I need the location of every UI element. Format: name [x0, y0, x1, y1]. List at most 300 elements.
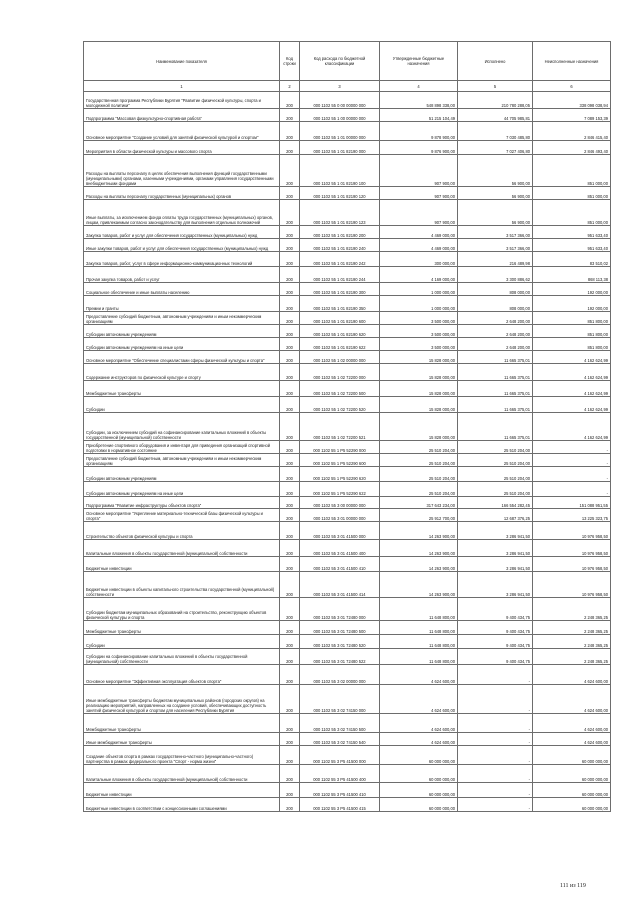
- cell-approved: 4 469 000,00: [380, 239, 458, 252]
- cell-unexecuted: -: [533, 467, 611, 482]
- table-row: [84, 364, 611, 381]
- table-row: [84, 467, 611, 482]
- table-row: [84, 155, 611, 187]
- cell-unexecuted: 2 248 365,25: [533, 621, 611, 635]
- table-row: [84, 746, 611, 765]
- cell-name: Приобретение спортивного оборудования и инвентаря для приведения организаций спортивной подготовки в нормативное состояние: [84, 441, 280, 454]
- table-row: [84, 397, 611, 413]
- cell-kbk: 000 1102 55 1 01 82190 100: [300, 155, 380, 187]
- cell-approved: 60 000 000,00: [380, 765, 458, 783]
- cell-approved: 3 500 000,00: [380, 338, 458, 351]
- table-row: [84, 649, 611, 665]
- cell-kbk: 000 1102 55 3 01 72480 000: [300, 598, 380, 621]
- cell-approved: 317 643 234,00: [380, 497, 458, 509]
- cell-kbk: 000 1102 55 1 01 82190 622: [300, 338, 380, 351]
- cell-kbk: 000 1102 55 1 01 00000 000: [300, 122, 380, 141]
- cell-unexecuted: 83 510,02: [533, 252, 611, 267]
- table-row: [84, 312, 611, 325]
- cell-approved: 4 469 000,00: [380, 226, 458, 239]
- cell-kbk: 000 1102 55 1 01 82190 300: [300, 283, 380, 296]
- cell-unexecuted: 2 846 493,40: [533, 141, 611, 155]
- cell-approved: 15 828 000,00: [380, 397, 458, 413]
- column-number-row: [84, 81, 611, 92]
- cell-unexecuted: 60 000 000,00: [533, 765, 611, 783]
- table-row: [84, 509, 611, 522]
- table-header-row: [84, 42, 611, 81]
- cell-name: Межбюджетные трансферты: [84, 381, 280, 397]
- header-indicator-name: Наименование показателя: [84, 42, 280, 81]
- cell-executed: 3 300 886,62: [458, 267, 533, 283]
- cell-unexecuted: 868 113,38: [533, 267, 611, 283]
- cell-code: 200: [280, 239, 300, 252]
- table-row: [84, 497, 611, 509]
- cell-approved: 15 828 000,00: [380, 364, 458, 381]
- cell-name: Предоставление субсидий бюджетным, автономным учреждениям и иным некоммерческим организациям: [84, 312, 280, 325]
- table-row: [84, 665, 611, 685]
- cell-kbk: 000 1102 55 1 02 00000 000: [300, 351, 380, 364]
- cell-name: Субсидии: [84, 397, 280, 413]
- cell-executed: 25 510 204,00: [458, 467, 533, 482]
- cell-name: Основное мероприятие "Создание условий для занятий физической культурой и спортом": [84, 122, 280, 141]
- cell-name: Прочая закупка товаров, работ и услуг: [84, 267, 280, 283]
- cell-code: 200: [280, 200, 300, 226]
- cell-approved: 25 510 204,00: [380, 441, 458, 454]
- cell-name: Содержание инструкторов по физической культуре и спорту: [84, 364, 280, 381]
- cell-executed: 25 510 204,00: [458, 482, 533, 497]
- cell-executed: -: [458, 783, 533, 798]
- cell-kbk: 000 1102 55 3 02 74150 000: [300, 685, 380, 714]
- cell-unexecuted: 60 000 000,00: [533, 783, 611, 798]
- cell-code: 200: [280, 733, 300, 746]
- cell-unexecuted: -: [533, 454, 611, 467]
- cell-executed: -: [458, 765, 533, 783]
- cell-kbk: 000 1102 55 3 01 41500 000: [300, 522, 380, 540]
- cell-name: Бюджетные инвестиции: [84, 783, 280, 798]
- cell-name: Субсидии бюджетам муниципальных образований на строительство, реконструкцию объектов физической культуры и спорта: [84, 598, 280, 621]
- cell-code: 200: [280, 746, 300, 765]
- cell-unexecuted: 10 976 958,50: [533, 572, 611, 598]
- cell-name: Субсидии автономным учреждениям на иные цели: [84, 482, 280, 497]
- cell-approved: 3 500 000,00: [380, 312, 458, 325]
- cell-approved: 907 900,00: [380, 200, 458, 226]
- cell-approved: 4 624 600,00: [380, 665, 458, 685]
- cell-executed: 56 900,00: [458, 187, 533, 200]
- table-row: [84, 540, 611, 557]
- cell-unexecuted: 4 162 624,99: [533, 397, 611, 413]
- cell-name: Бюджетные инвестиции в объекты капитального строительства государственной (муниципальной) собственности: [84, 572, 280, 598]
- cell-executed: -: [458, 798, 533, 812]
- cell-code: 200: [280, 397, 300, 413]
- column-number: 6: [533, 81, 611, 92]
- cell-code: 200: [280, 467, 300, 482]
- cell-name: Иные межбюджетные трансферты: [84, 733, 280, 746]
- table-row: [84, 239, 611, 252]
- cell-code: 200: [280, 381, 300, 397]
- cell-executed: 2 648 200,00: [458, 325, 533, 338]
- cell-approved: 15 828 000,00: [380, 413, 458, 441]
- table-row: [84, 798, 611, 812]
- cell-name: Подпрограмма "Развитие инфраструктуры объектов спорта": [84, 497, 280, 509]
- cell-name: Строительство объектов физической культуры и спорта: [84, 522, 280, 540]
- table-row: [84, 92, 611, 109]
- cell-name: Основное мероприятие "Эффективная эксплуатация объектов спорта": [84, 665, 280, 685]
- cell-unexecuted: 4 162 624,99: [533, 413, 611, 441]
- cell-approved: 25 510 204,00: [380, 454, 458, 467]
- cell-code: 200: [280, 109, 300, 122]
- cell-approved: 907 900,00: [380, 155, 458, 187]
- cell-kbk: 000 1102 55 1 P5 52290 000: [300, 441, 380, 454]
- cell-approved: 14 263 900,00: [380, 572, 458, 598]
- page-number: 111 из 119: [560, 883, 586, 889]
- header-line-code: Код строки: [280, 42, 300, 81]
- cell-code: 200: [280, 572, 300, 598]
- cell-name: Бюджетные инвестиции в соответствии с концессионными соглашениями: [84, 798, 280, 812]
- cell-kbk: 000 1102 55 1 01 82190 242: [300, 252, 380, 267]
- cell-name: Бюджетные инвестиции: [84, 557, 280, 572]
- cell-approved: 4 624 600,00: [380, 685, 458, 714]
- budget-execution-table: [83, 41, 611, 812]
- cell-kbk: 000 1102 55 1 01 82190 600: [300, 312, 380, 325]
- cell-name: Основное мероприятие "Укрепление материально-технической базы физической культуры и спорта": [84, 509, 280, 522]
- cell-code: 200: [280, 155, 300, 187]
- cell-name: Субсидии автономным учреждениям на иные цели: [84, 338, 280, 351]
- cell-unexecuted: 851 000,00: [533, 187, 611, 200]
- cell-code: 200: [280, 482, 300, 497]
- cell-name: Закупка товаров, работ и услуг для обеспечения государственных (муниципальных) нужд: [84, 226, 280, 239]
- cell-code: 200: [280, 598, 300, 621]
- table-row: [84, 187, 611, 200]
- cell-kbk: 000 1102 55 1 01 82190 200: [300, 226, 380, 239]
- cell-kbk: 000 1102 55 3 P5 41500 400: [300, 765, 380, 783]
- table-row: [84, 765, 611, 783]
- table-row: [84, 283, 611, 296]
- cell-code: 200: [280, 226, 300, 239]
- cell-executed: 11 665 375,01: [458, 381, 533, 397]
- table-row: [84, 325, 611, 338]
- cell-executed: 210 780 288,05: [458, 92, 533, 109]
- cell-executed: 25 510 204,00: [458, 441, 533, 454]
- cell-name: Межбюджетные трансферты: [84, 714, 280, 733]
- cell-name: Субсидии на софинансирование капитальных вложений в объекты государственной (муниципальной) собственности: [84, 649, 280, 665]
- cell-approved: 25 510 204,00: [380, 482, 458, 497]
- cell-unexecuted: 851 800,00: [533, 325, 611, 338]
- cell-executed: 44 705 985,81: [458, 109, 533, 122]
- cell-approved: 11 648 800,00: [380, 649, 458, 665]
- cell-executed: 9 400 434,75: [458, 598, 533, 621]
- cell-executed: 2 648 200,00: [458, 312, 533, 325]
- cell-approved: 548 898 338,00: [380, 92, 458, 109]
- cell-approved: 11 648 800,00: [380, 621, 458, 635]
- cell-unexecuted: 2 248 365,25: [533, 598, 611, 621]
- cell-approved: 11 648 800,00: [380, 598, 458, 621]
- cell-approved: 60 000 000,00: [380, 798, 458, 812]
- cell-kbk: 000 1102 55 3 01 41500 414: [300, 572, 380, 598]
- cell-executed: 12 687 376,25: [458, 509, 533, 522]
- cell-approved: 1 000 000,00: [380, 296, 458, 312]
- cell-unexecuted: 192 000,00: [533, 283, 611, 296]
- cell-approved: 4 624 600,00: [380, 714, 458, 733]
- cell-unexecuted: 2 248 365,25: [533, 635, 611, 649]
- cell-name: Межбюджетные трансферты: [84, 621, 280, 635]
- cell-executed: 56 900,00: [458, 155, 533, 187]
- cell-code: 200: [280, 783, 300, 798]
- cell-approved: 14 263 900,00: [380, 540, 458, 557]
- cell-kbk: 000 1102 55 3 02 74150 540: [300, 733, 380, 746]
- cell-executed: -: [458, 746, 533, 765]
- cell-code: 200: [280, 351, 300, 364]
- cell-kbk: 000 1102 55 1 00 00000 000: [300, 109, 380, 122]
- cell-kbk: 000 1102 55 1 01 82190 123: [300, 200, 380, 226]
- cell-unexecuted: -: [533, 441, 611, 454]
- cell-executed: 3 286 941,50: [458, 572, 533, 598]
- cell-executed: 11 665 375,01: [458, 397, 533, 413]
- cell-approved: 14 263 900,00: [380, 557, 458, 572]
- cell-unexecuted: 2 846 415,40: [533, 122, 611, 141]
- cell-executed: -: [458, 665, 533, 685]
- cell-kbk: 000 1102 55 3 01 72480 522: [300, 649, 380, 665]
- cell-kbk: 000 1102 55 1 01 82190 620: [300, 325, 380, 338]
- cell-code: 200: [280, 187, 300, 200]
- cell-unexecuted: 338 098 038,94: [533, 92, 611, 109]
- table-row: [84, 685, 611, 714]
- cell-code: 200: [280, 413, 300, 441]
- cell-code: 200: [280, 522, 300, 540]
- cell-name: Иные межбюджетные трансферты бюджетам муниципальных районов (городских округов) на реализацию мероприятий, направленных на создание условий, обеспечивающих доступность занятий физической культурой и спортом для населения Республики Бурятия: [84, 685, 280, 714]
- cell-name: Субсидии автономным учреждениям: [84, 467, 280, 482]
- cell-kbk: 000 1102 55 3 P5 41500 410: [300, 783, 380, 798]
- cell-executed: 25 510 204,00: [458, 454, 533, 467]
- cell-kbk: 000 1102 55 1 02 72200 520: [300, 397, 380, 413]
- cell-approved: 60 000 000,00: [380, 746, 458, 765]
- column-number: 2: [280, 81, 300, 92]
- cell-unexecuted: 151 088 951,55: [533, 497, 611, 509]
- column-number: 4: [380, 81, 458, 92]
- table-row: [84, 621, 611, 635]
- cell-unexecuted: 4 624 600,00: [533, 685, 611, 714]
- cell-executed: 166 554 282,45: [458, 497, 533, 509]
- cell-executed: 11 665 375,01: [458, 351, 533, 364]
- cell-code: 200: [280, 267, 300, 283]
- cell-kbk: 000 1102 55 1 P5 52290 620: [300, 467, 380, 482]
- cell-kbk: 000 1102 55 1 01 82190 000: [300, 141, 380, 155]
- cell-name: Субсидии, за исключением субсидий на софинансирование капитальных вложений в объекты государственной (муниципальной) собственности: [84, 413, 280, 441]
- cell-approved: 60 000 000,00: [380, 783, 458, 798]
- cell-kbk: 000 1102 55 1 02 72200 000: [300, 364, 380, 381]
- cell-executed: 7 030 485,80: [458, 122, 533, 141]
- header-unexecuted-appropriations: Неисполненные назначения: [533, 42, 611, 81]
- cell-kbk: 000 1102 55 1 P5 52290 622: [300, 482, 380, 497]
- cell-approved: 907 900,00: [380, 187, 458, 200]
- cell-approved: 15 828 000,00: [380, 381, 458, 397]
- table-row: [84, 296, 611, 312]
- cell-name: Социальное обеспечение и иные выплаты населению: [84, 283, 280, 296]
- cell-executed: 3 517 366,00: [458, 239, 533, 252]
- cell-approved: 25 912 700,00: [380, 509, 458, 522]
- table-row: [84, 413, 611, 441]
- table-row: [84, 441, 611, 454]
- cell-unexecuted: 10 976 958,50: [533, 557, 611, 572]
- cell-kbk: 000 1102 55 3 P5 41500 415: [300, 798, 380, 812]
- cell-unexecuted: 7 089 153,39: [533, 109, 611, 122]
- cell-code: 200: [280, 621, 300, 635]
- cell-name: Премии и гранты: [84, 296, 280, 312]
- cell-approved: 3 500 000,00: [380, 325, 458, 338]
- table-row: [84, 714, 611, 733]
- cell-name: Государственная программа Республики Бурятия "Развитие физической культуры, спорта и молодежной политики": [84, 92, 280, 109]
- table-row: [84, 454, 611, 467]
- cell-code: 200: [280, 765, 300, 783]
- cell-unexecuted: 951 633,40: [533, 239, 611, 252]
- cell-code: 200: [280, 141, 300, 155]
- cell-approved: 9 876 900,00: [380, 141, 458, 155]
- cell-kbk: 000 1102 55 3 02 74150 500: [300, 714, 380, 733]
- cell-kbk: 000 1102 55 3 01 41500 400: [300, 540, 380, 557]
- cell-unexecuted: 10 976 958,50: [533, 522, 611, 540]
- cell-name: Иные закупки товаров, работ и услуг для обеспечения государственных (муниципальных) нужд: [84, 239, 280, 252]
- cell-code: 200: [280, 635, 300, 649]
- cell-unexecuted: 4 162 624,99: [533, 351, 611, 364]
- cell-approved: 15 828 000,00: [380, 351, 458, 364]
- cell-approved: 9 878 900,00: [380, 122, 458, 141]
- table-row: [84, 733, 611, 746]
- column-number: 1: [84, 81, 280, 92]
- cell-code: 200: [280, 714, 300, 733]
- cell-name: Капитальные вложения в объекты государственной (муниципальной) собственности: [84, 765, 280, 783]
- cell-approved: 4 169 000,00: [380, 267, 458, 283]
- cell-code: 200: [280, 685, 300, 714]
- cell-executed: 3 286 941,50: [458, 557, 533, 572]
- cell-code: 200: [280, 798, 300, 812]
- cell-executed: -: [458, 685, 533, 714]
- cell-code: 200: [280, 325, 300, 338]
- cell-executed: 216 489,98: [458, 252, 533, 267]
- column-number: 3: [300, 81, 380, 92]
- cell-executed: 9 400 434,75: [458, 621, 533, 635]
- cell-kbk: 000 1102 55 3 01 00000 000: [300, 509, 380, 522]
- cell-approved: 25 510 204,00: [380, 467, 458, 482]
- cell-unexecuted: 60 000 000,00: [533, 798, 611, 812]
- cell-code: 200: [280, 364, 300, 381]
- cell-approved: 300 000,00: [380, 252, 458, 267]
- cell-unexecuted: 4 162 624,99: [533, 381, 611, 397]
- cell-executed: 11 665 375,01: [458, 364, 533, 381]
- cell-approved: 1 000 000,00: [380, 283, 458, 296]
- table-row: [84, 226, 611, 239]
- cell-name: Иные выплаты, за исключением фонда оплаты труда государственных (муниципальных) органов, лицам, привлекаемым согласно законодательству для выполнения отдельных полномочий: [84, 200, 280, 226]
- cell-code: 200: [280, 649, 300, 665]
- cell-code: 200: [280, 338, 300, 351]
- cell-kbk: 000 1102 55 0 00 00000 000: [300, 92, 380, 109]
- cell-kbk: 000 1102 55 3 01 72480 520: [300, 635, 380, 649]
- table-row: [84, 572, 611, 598]
- cell-executed: 56 900,00: [458, 200, 533, 226]
- cell-executed: 2 648 200,00: [458, 338, 533, 351]
- table-row: [84, 338, 611, 351]
- table-row: [84, 252, 611, 267]
- cell-code: 200: [280, 665, 300, 685]
- cell-unexecuted: 851 800,00: [533, 312, 611, 325]
- table-row: [84, 200, 611, 226]
- cell-kbk: 000 1102 55 1 01 82190 244: [300, 267, 380, 283]
- cell-kbk: 000 1102 55 3 01 41500 410: [300, 557, 380, 572]
- cell-approved: 11 648 800,00: [380, 635, 458, 649]
- cell-executed: 3 286 941,50: [458, 522, 533, 540]
- cell-code: 200: [280, 312, 300, 325]
- header-executed: Исполнено: [458, 42, 533, 81]
- cell-kbk: 000 1102 55 1 01 82190 350: [300, 296, 380, 312]
- header-approved-appropriations: Утвержденные бюджетные назначения: [380, 42, 458, 81]
- cell-executed: 9 400 434,75: [458, 635, 533, 649]
- cell-executed: 7 027 406,80: [458, 141, 533, 155]
- cell-executed: 808 000,00: [458, 283, 533, 296]
- cell-code: 200: [280, 252, 300, 267]
- cell-kbk: 000 1102 55 3 01 72480 500: [300, 621, 380, 635]
- cell-kbk: 000 1102 55 1 P5 52290 600: [300, 454, 380, 467]
- cell-name: Мероприятия в области физической культуры и массового спорта: [84, 141, 280, 155]
- cell-name: Подпрограмма "Массовая физкультурно-спортивная работа": [84, 109, 280, 122]
- cell-kbk: 000 1102 55 3 00 00000 000: [300, 497, 380, 509]
- cell-unexecuted: 10 976 958,50: [533, 540, 611, 557]
- cell-unexecuted: 851 800,00: [533, 338, 611, 351]
- cell-code: 200: [280, 283, 300, 296]
- cell-unexecuted: 4 162 624,99: [533, 364, 611, 381]
- cell-name: Расходы на выплаты персоналу государственных (муниципальных) органов: [84, 187, 280, 200]
- cell-kbk: 000 1102 55 1 02 72200 521: [300, 413, 380, 441]
- cell-code: 200: [280, 122, 300, 141]
- table-row: [84, 267, 611, 283]
- cell-code: 200: [280, 92, 300, 109]
- table-body: [84, 92, 611, 812]
- table-row: [84, 522, 611, 540]
- table-row: [84, 141, 611, 155]
- cell-unexecuted: 4 624 600,00: [533, 665, 611, 685]
- table-row: [84, 783, 611, 798]
- cell-unexecuted: -: [533, 482, 611, 497]
- cell-name: Субсидии: [84, 635, 280, 649]
- cell-name: Создание объектов спорта в рамках государственно-частного (муниципально-частного) партнерства в рамках федерального проекта "Спорт - норма жизни": [84, 746, 280, 765]
- table-row: [84, 381, 611, 397]
- cell-name: Основное мероприятие "Обеспечение специалистами сферы физической культуры и спорта": [84, 351, 280, 364]
- cell-unexecuted: 851 000,00: [533, 155, 611, 187]
- cell-kbk: 000 1102 55 3 P5 41500 000: [300, 746, 380, 765]
- table-row: [84, 122, 611, 141]
- cell-unexecuted: 951 633,40: [533, 226, 611, 239]
- cell-unexecuted: 2 248 365,25: [533, 649, 611, 665]
- column-number: 5: [458, 81, 533, 92]
- cell-name: Расходы на выплаты персоналу в целях обеспечения выполнения функций государственными (муниципальными) органами, казенными учреждениями, органами управления государственными внебюджетными фондами: [84, 155, 280, 187]
- cell-executed: 9 400 434,75: [458, 649, 533, 665]
- cell-code: 200: [280, 509, 300, 522]
- cell-executed: 3 517 366,00: [458, 226, 533, 239]
- cell-unexecuted: 13 225 323,75: [533, 509, 611, 522]
- cell-name: Предоставление субсидий бюджетным, автономным учреждениям и иным некоммерческим организациям: [84, 454, 280, 467]
- table-row: [84, 482, 611, 497]
- cell-unexecuted: 192 000,00: [533, 296, 611, 312]
- table-row: [84, 598, 611, 621]
- cell-executed: 3 286 941,50: [458, 540, 533, 557]
- cell-executed: -: [458, 733, 533, 746]
- cell-approved: 14 263 900,00: [380, 522, 458, 540]
- cell-kbk: 000 1102 55 3 02 00000 000: [300, 665, 380, 685]
- table-row: [84, 351, 611, 364]
- cell-executed: -: [458, 714, 533, 733]
- table-row: [84, 635, 611, 649]
- cell-kbk: 000 1102 55 1 02 72200 500: [300, 381, 380, 397]
- cell-code: 200: [280, 540, 300, 557]
- cell-name: Закупка товаров, работ, услуг в сфере информационно-коммуникационных технологий: [84, 252, 280, 267]
- table-row: [84, 109, 611, 122]
- header-budget-classification-code: Код расхода по бюджетной классификации: [300, 42, 380, 81]
